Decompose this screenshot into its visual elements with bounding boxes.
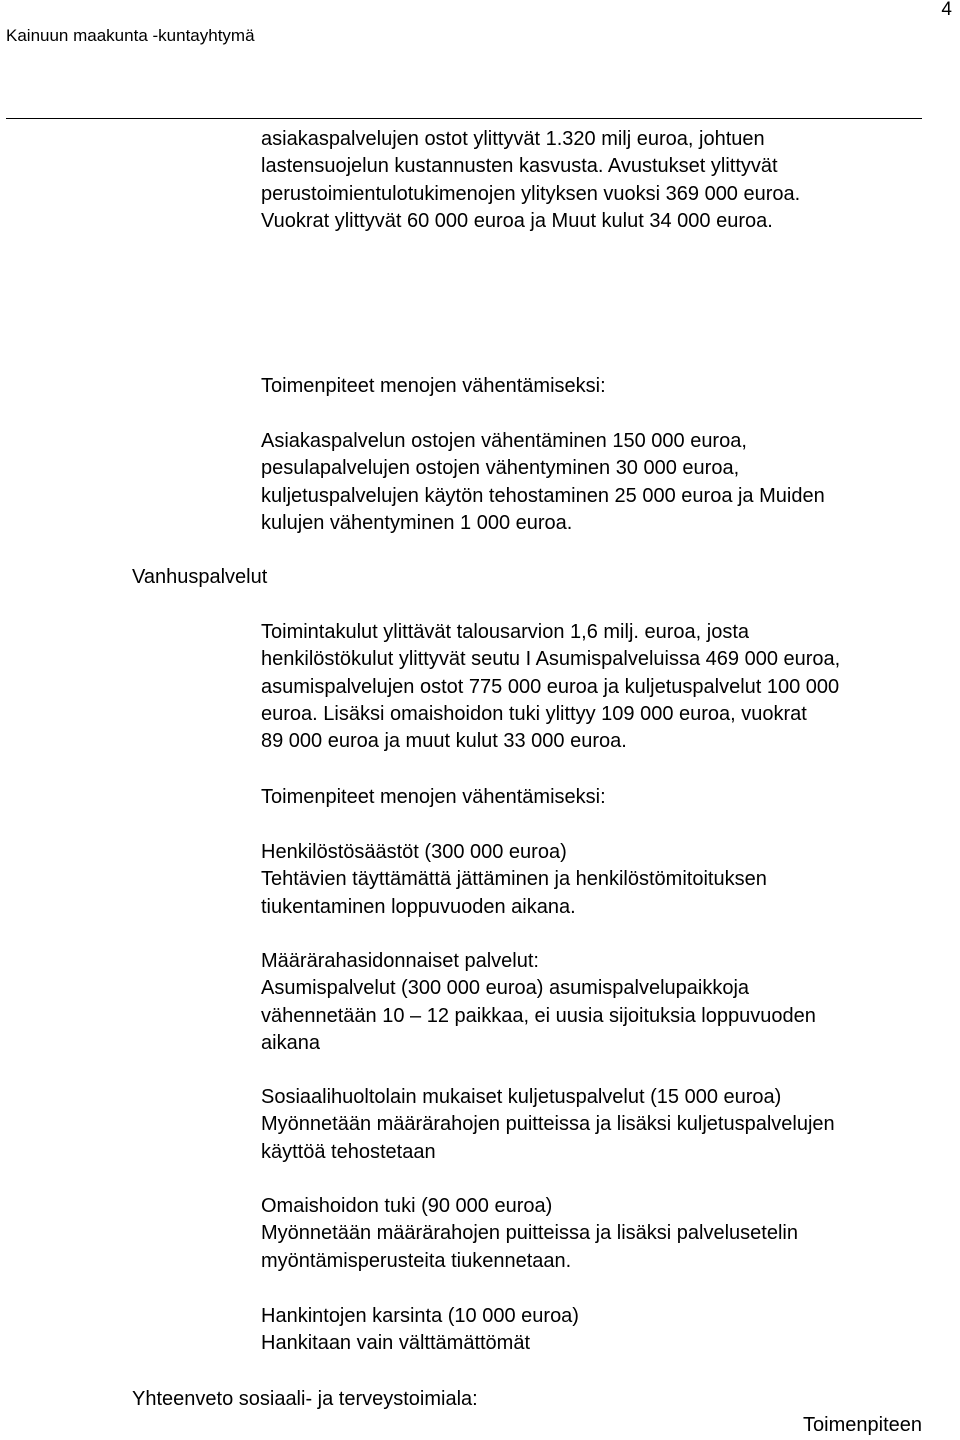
summary-heading: Yhteenveto sosiaali- ja terveystoimiala: (132, 1388, 478, 1410)
section-label-vanhuspalvelut: Vanhuspalvelut (132, 566, 268, 588)
transport-services-text: Sosiaalihuoltolain mukaiset kuljetuspalvelut (15 000 euroa) Myönnetään määrärahojen puitteissa ja lisäksi kuljetuspalvelujen käyttöä tehostetaan (261, 1086, 835, 1163)
measures-heading-1-block (261, 373, 955, 400)
staff-savings-text: Henkilöstösäästöt (300 000 euroa) Tehtävien täyttämättä jättäminen ja henkilöstömitoituksen tiukentaminen loppuvuoden aikana. (261, 841, 767, 918)
procurement-block (261, 1303, 955, 1358)
measures-text-1: Asiakaspalvelun ostojen vähentäminen 150 000 euroa, pesulapalvelujen ostojen vähentyminen 30 000 euroa, kuljetuspalvelujen käytön tehostaminen 25 000 euroa ja Muiden kulujen vähentyminen 1 000 euroa. (261, 430, 825, 534)
staff-savings-block (261, 839, 955, 921)
top-paragraph-block (261, 126, 955, 235)
page-number: 4 (941, 0, 952, 20)
procurement-text: Hankintojen karsinta (10 000 euroa) Hankitaan vain välttämättömät (261, 1305, 579, 1355)
budget-services-text: Määrärahasidonnaiset palvelut: Asumispalvelut (300 000 euroa) asumispalvelupaikkoja vähennetään 10 – 12 paikkaa, ei uusia sijoituksia loppuvuoden aikana (261, 950, 816, 1054)
care-support-block (261, 1193, 955, 1275)
top-paragraph: asiakaspalvelujen ostot ylittyvät 1.320 milj euroa, johtuen lastensuojelun kustannusten kasvusta. Avustukset ylittyvät perustoimientulotukimenojen ylityksen vuoksi 369 000 euroa. Vuokrat ylittyvät 60 000 euroa ja Muut kulut 34 000 euroa. (261, 128, 801, 232)
measures-heading-1: Toimenpiteet menojen vähentämiseksi: (261, 375, 606, 397)
overrun-text: Toimintakulut ylittävät talousarvion 1,6 milj. euroa, josta henkilöstökulut ylittyvät seutu I Asumispalveluissa 469 000 euroa, asumispalvelujen ostot 775 000 euroa ja kuljetuspalvelut 100 000 euroa. Lisäksi omaishoidon tuki ylittyy 109 000 euroa, vuokrat 89 000 euroa ja muut kulut 33 000 euroa. (261, 621, 841, 753)
budget-services-block (261, 948, 955, 1057)
measures-heading-2-block (261, 784, 955, 811)
organization-name: Kainuun maakunta -kuntayhtymä (6, 26, 255, 45)
measures-heading-2: Toimenpiteet menojen vähentämiseksi: (261, 786, 606, 808)
transport-services-block (261, 1084, 955, 1166)
trailing-heading: Toimenpiteen (803, 1414, 922, 1436)
overrun-block (261, 619, 955, 755)
measures-text-1-block (261, 428, 955, 537)
header-divider (6, 118, 922, 119)
care-support-text: Omaishoidon tuki (90 000 euroa) Myönnetään määrärahojen puitteissa ja lisäksi palvelusetelin myöntämisperusteita tiukennetaan. (261, 1195, 798, 1272)
